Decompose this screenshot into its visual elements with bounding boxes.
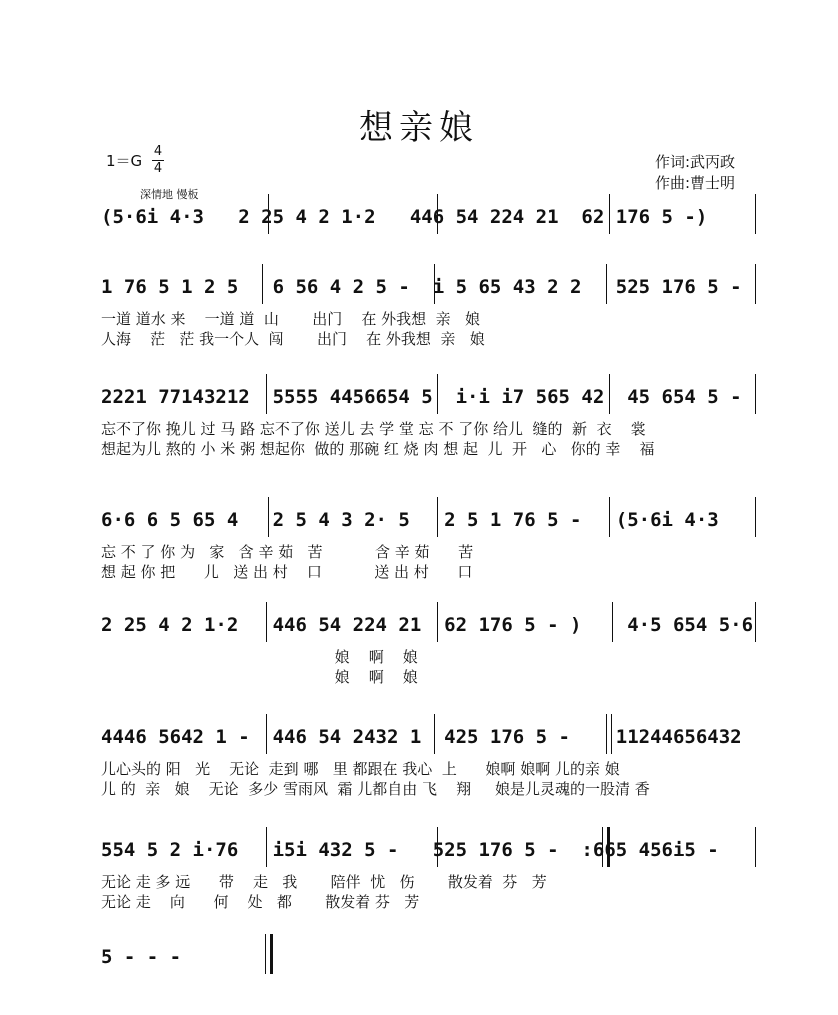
bar-line xyxy=(606,264,607,304)
lyrics-verse-1: 娘 啊 娘 xyxy=(101,648,418,666)
notation-line: 5 - - - xyxy=(101,946,182,968)
lyrics-verse-1: 忘不了你 挽儿 过 马 路 忘不了你 送儿 去 学 堂 忘 不 了你 给儿 缝的 新 衣 裳 xyxy=(101,420,646,438)
lyrics-verse-2: 人海 茫 茫 我一个人 闯 出门 在 外我想 亲 娘 xyxy=(101,330,485,348)
bar-line xyxy=(262,264,263,304)
notation-line: 1 76 5 1 2 5 6 56 4 2 5 - i 5 65 43 2 2 525 176 5 - xyxy=(101,276,742,298)
bar-line xyxy=(266,714,267,754)
bar-line xyxy=(437,827,438,867)
bar-line xyxy=(437,194,438,234)
lyrics-verse-1: 忘 不 了 你 为 家 含 辛 茹 苦 含 辛 茹 苦 xyxy=(101,543,474,561)
time-signature-top: 4 xyxy=(153,144,163,159)
lyrics-verse-2: 娘 啊 娘 xyxy=(101,668,418,686)
score-title: 想亲娘 xyxy=(359,108,479,148)
double-bar-line xyxy=(606,714,607,754)
composer-credit: 作曲:曹士明 xyxy=(655,174,736,192)
credits xyxy=(655,152,735,194)
lyricist-credit: 作词:武丙政 xyxy=(655,153,736,171)
bar-line xyxy=(755,497,756,537)
notation-line: 2221 77143212 5555 4456654 5 i·i i7 565 42 45 654 5 - xyxy=(101,386,742,408)
bar-line xyxy=(755,827,756,867)
notation-line: (5·6i 4·3 2 25 4 2 1·2 446 54 224 21 62 176 5 -) xyxy=(101,206,708,228)
bar-line xyxy=(612,602,613,642)
double-bar-line xyxy=(611,714,612,754)
bar-line xyxy=(609,497,610,537)
final-bar-line xyxy=(265,934,266,974)
notation-line: 4446 5642 1 - 446 54 2432 1 425 176 5 - 11244656432 xyxy=(101,726,742,748)
bar-line xyxy=(266,827,267,867)
bar-line xyxy=(609,194,610,234)
lyrics-verse-2: 儿 的 亲 娘 无论 多少 雪雨风 霜 儿都自由 飞 翔 娘是儿灵魂的一股清 香 xyxy=(101,780,650,798)
final-bar-line xyxy=(270,934,273,974)
bar-line xyxy=(437,602,438,642)
bar-line xyxy=(755,264,756,304)
bar-line xyxy=(434,264,435,304)
lyrics-verse-1: 无论 走 多 远 带 走 我 陪伴 忧 伤 散发着 芬 芳 xyxy=(101,873,547,891)
bar-line xyxy=(266,602,267,642)
key-signature: 1＝G xyxy=(106,152,143,170)
lyrics-verse-2: 无论 走 向 何 处 都 散发着 芬 芳 xyxy=(101,893,420,911)
bar-line xyxy=(609,374,610,414)
notation-line: 554 5 2 i·76 i5i 432 5 - 525 176 5 - :665 456i5 - xyxy=(101,839,719,861)
bar-line xyxy=(755,194,756,234)
lyrics-verse-2: 想 起 你 把 儿 送 出 村 口 送 出 村 口 xyxy=(101,563,473,581)
lyrics-verse-1: 一道 道水 来 一道 道 山 出门 在 外我想 亲 娘 xyxy=(101,310,480,328)
tempo-marking: 深情地 慢板 xyxy=(140,188,199,201)
lyrics-verse-1: 儿心头的 阳 光 无论 走到 哪 里 都跟在 我心 上 娘啊 娘啊 儿的亲 娘 xyxy=(101,760,620,778)
bar-line xyxy=(437,497,438,537)
bar-line xyxy=(268,497,269,537)
bar-line xyxy=(437,374,438,414)
bar-line xyxy=(266,374,267,414)
notation-line: 6·6 6 5 65 4 2 5 4 3 2· 5 2 5 1 76 5 - (5·6i 4·3 xyxy=(101,509,719,531)
bar-line xyxy=(755,602,756,642)
bar-line xyxy=(434,714,435,754)
time-signature xyxy=(151,144,165,177)
time-signature-bottom: 4 xyxy=(153,161,163,176)
repeat-bar-line xyxy=(607,827,610,867)
bar-line xyxy=(755,374,756,414)
bar-line xyxy=(268,194,269,234)
lyrics-verse-2: 想起为儿 熬的 小 米 粥 想起你 做的 那碗 红 烧 肉 想 起 儿 开 心 你的 幸 福 xyxy=(101,440,655,458)
notation-line: 2 25 4 2 1·2 446 54 224 21 62 176 5 - ) 4·5 654 5·6 xyxy=(101,614,754,636)
repeat-bar-line xyxy=(602,827,603,867)
